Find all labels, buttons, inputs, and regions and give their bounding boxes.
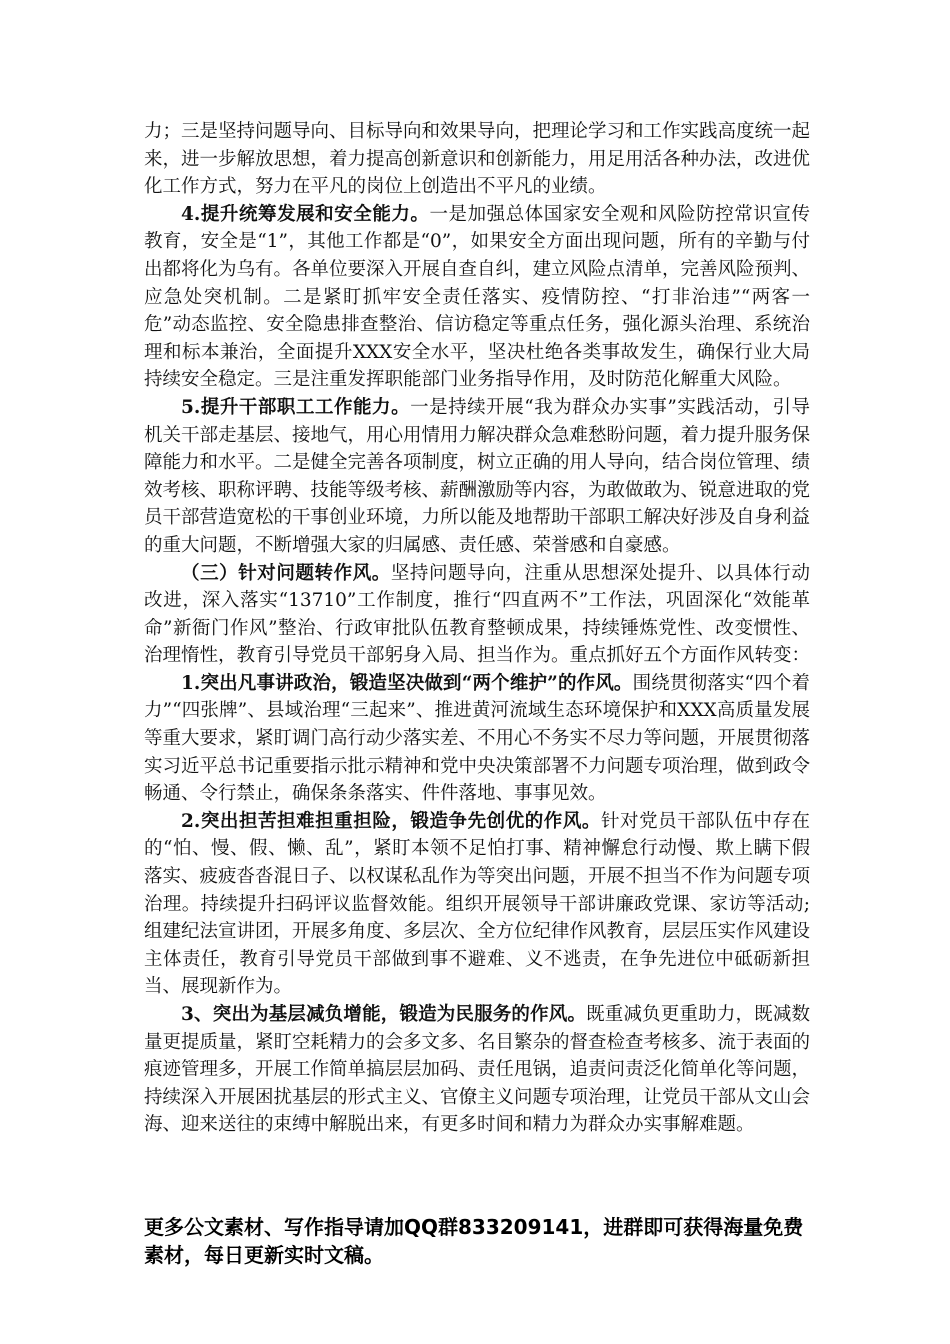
- paragraph-text: 一是加强总体国家安全观和风险防控常识宣传教育，安全是“1”，其他工作都是“0”，如果安全方面出现问题，所有的辛勤与付出都将化为乌有。各单位要深入开展自查自纠，建立风险点清单，完善风险预判、应急处突机制。二是紧盯抓牢安全责任落实、疫情防控、“打非治违”“两客一危”动态监控、安全隐患排查整治、信访稳定等重点任务，强化源头治理、系统治理和标本兼治，全面提升XXX安全水平，坚决杜绝各类事故发生，确保行业大局持续安全稳定。三是注重发挥职能部门业务指导作用，及时防范化解重大风险。: [144, 203, 811, 391]
- document-body: [144, 118, 810, 1139]
- paragraph-grassroots: [144, 1001, 810, 1139]
- paragraph-heading: 2.突出担苦担难担重担险，锻造争先创优的作风。: [181, 810, 601, 832]
- footer-promo-text: 更多公文素材、写作指导请加QQ群833209141，进群即可获得海量免费素材，每日更新实时文稿。: [144, 1215, 804, 1267]
- paragraph-text: 坚持问题导向，注重从思想深处提升、以具体行动改进，深入落实“13710”工作制度，推行“四直两不”工作法，巩固深化“效能革命”新衙门作风”整治、行政审批队伍教育整顿成果，持续锤炼党性、改变惯性、治理惰性，教育引导党员干部躬身入局、担当作为。重点抓好五个方面作风转变：: [144, 562, 811, 667]
- paragraph-responsibility: [144, 808, 810, 1001]
- paragraph-staff-capability: [144, 394, 810, 560]
- paragraph-text: 针对党员干部队伍中存在的“怕、慢、假、懒、乱”，紧盯本领不足怕打事、精神懈怠行动慢、欺上瞒下假落实、疲疲沓沓混日子、以权谋私乱作为等突出问题，开展不担当不作为问题专项治理。持续提升扫码评议监督效能。组织开展领导干部讲廉政党课、家访等活动;组建纪法宣讲团，开展多角度、多层次、全方位纪律作风教育，层层压实作风建设主体责任，教育引导党员干部做到事不避难、义不逃责，在争先进位中砥砺新担当、展现新作为。: [144, 810, 811, 998]
- paragraph-text: 围绕贯彻落实“四个着力”“四张牌”、县域治理“三起来”、推进黄河流域生态环境保护和XXX高质量发展等重大要求，紧盯调门高行动少落实差、不用心不务实不尽力等问题，开展贯彻落实习近平总书记重要指示批示精神和党中央决策部署不力问题专项治理，做到政令畅通、令行禁止，确保条条落实、件件落地、事事见效。: [144, 672, 811, 805]
- paragraph-politics: [144, 670, 810, 808]
- paragraph-heading: 4.提升统筹发展和安全能力。: [181, 203, 430, 225]
- paragraph-continuation: 力；三是坚持问题导向、目标导向和效果导向，把理论学习和工作实践高度统一起来，进一步解放思想，着力提高创新意识和创新能力，用足用活各种办法，改进优化工作方式，努力在平凡的岗位上创造出不平凡的业绩。: [144, 121, 811, 198]
- paragraph-text: 一是持续开展“我为群众办实事”实践活动，引导机关干部走基层、接地气，用心用情用力解决群众急难愁盼问题，着力提升服务保障能力和水平。二是健全完善各项制度，树立正确的用人导向，结合岗位管理、绩效考核、职称评聘、技能等级考核、薪酬激励等内容，为敢做敢为、锐意进取的党员干部营造宽松的干事创业环境，力所以能及地帮助干部职工解决好涉及自身利益的重大问题，不断增强大家的归属感、责任感、荣誉感和自豪感。: [144, 396, 811, 556]
- section-heading: （三）针对问题转作风。: [181, 562, 391, 584]
- paragraph-style-change: [144, 560, 810, 670]
- paragraph-security-capability: [144, 201, 810, 394]
- paragraph-heading: 3、突出为基层减负增能，锻造为民服务的作风。: [181, 1004, 587, 1025]
- paragraph-heading: 1.突出凡事讲政治，锻造坚决做到“两个维护”的作风。: [181, 672, 633, 694]
- paragraph-heading: 5.提升干部职工工作能力。: [181, 396, 411, 418]
- paragraph-text: 既重减负更重助力，既减数量更提质量，紧盯空耗精力的会多文多、名目繁杂的督查检查考核多、流于表面的痕迹管理多，开展工作简单搞层层加码、责任甩锅，追责问责泛化简单化等问题，持续深入开展困扰基层的形式主义、官僚主义问题专项治理，让党员干部从文山会海、迎来送往的束缚中解脱出来，有更多时间和精力为群众办实事解难题。: [144, 1004, 811, 1136]
